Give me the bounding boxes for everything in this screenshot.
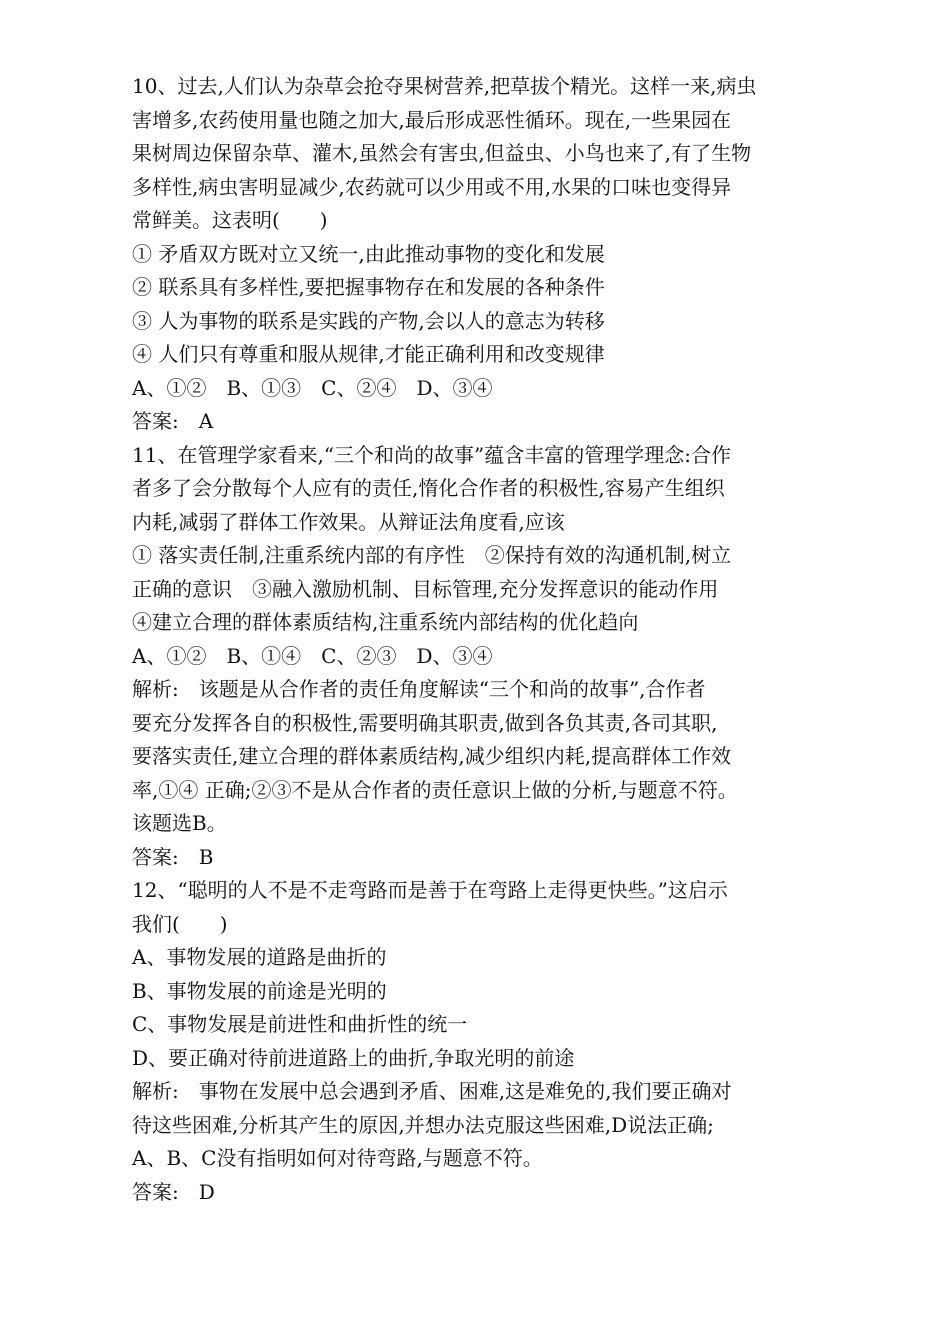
statement-line: ④ 人们只有尊重和服从规律,才能正确利用和改变规律 [132,342,605,366]
analysis-line: A、B、C没有指明如何对待弯路,与题意不符。 [132,1146,543,1170]
choice-line: A、事物发展的道路是曲折的 [132,945,387,969]
question-12 [132,874,832,1209]
analysis-line: 要充分发挥各自的积极性,需要明确其职责,做到各负其责,各司其职, [132,710,718,735]
analysis-line: 要落实责任,建立合理的群体素质结构,减少组织内耗,提高群体工作效 [132,744,732,768]
question-stem-line: 常鲜美。这表明( ) [132,208,328,232]
analysis-line: 解析: 事物在发展中总会遇到矛盾、困难,这是难免的,我们要正确对 [132,1079,732,1103]
question-stem-line: 10、过去,人们认为杂草会抢夺果树营养,把草拔个精光。这样一来,病虫 [132,74,757,98]
answer-line: 答案: B [132,844,214,869]
choice-line: C、事物发展是前进性和曲折性的统一 [132,1012,468,1036]
question-stem-line: 11、在管理学家看来,“三个和尚的故事”蕴含丰富的管理学理念:合作 [132,442,731,467]
question-stem-line: 果树周边保留杂草、灌木,虽然会有害虫,但益虫、小鸟也来了,有了生物 [132,141,752,165]
statement-line: ① 落实责任制,注重系统内部的有序性 ②保持有效的沟通机制,树立 [132,543,732,567]
question-stem-line: 12、“聪明的人不是不走弯路而是善于在弯路上走得更快些。”这启示 [132,878,728,902]
options-line: A、①② B、①③ C、②④ D、③④ [132,375,493,400]
question-10 [132,70,832,439]
analysis-line: 该题选B。 [132,811,227,835]
statement-line: 正确的意识 ③融入激励机制、目标管理,充分发挥意识的能动作用 [132,576,719,601]
analysis-line: 待这些困难,分析其产生的原因,并想办法克服这些困难,D说法正确; [132,1112,714,1137]
document-page [132,70,832,1209]
question-stem-line: 多样性,病虫害明显减少,农药就可以少用或不用,水果的口味也变得异 [132,174,732,199]
choice-line: D、要正确对待前进道路上的曲折,争取光明的前途 [132,1045,575,1070]
statement-line: ② 联系具有多样性,要把握事物存在和发展的各种条件 [132,275,605,299]
question-11 [132,439,832,875]
options-line: A、①② B、①④ C、②③ D、③④ [132,643,493,668]
statement-line: ① 矛盾双方既对立又统一,由此推动事物的变化和发展 [132,241,605,266]
choice-line: B、事物发展的前途是光明的 [132,978,387,1003]
statement-line: ③ 人为事物的联系是实践的产物,会以人的意志为转移 [132,308,605,333]
answer-line: 答案: D [132,1179,215,1204]
statement-line: ④建立合理的群体素质结构,注重系统内部结构的优化趋向 [132,610,639,634]
question-stem-line: 者多了会分散每个人应有的责任,惰化合作者的积极性,容易产生组织 [132,476,725,500]
answer-line: 答案: A [132,409,214,433]
analysis-line: 率,①④ 正确;②③不是从合作者的责任意识上做的分析,与题意不符。 [132,777,738,802]
question-stem-line: 内耗,减弱了群体工作效果。从辩证法角度看,应该 [132,509,565,534]
analysis-line: 解析: 该题是从合作者的责任角度解读“三个和尚的故事”,合作者 [132,677,706,701]
question-stem-line: 我们( ) [132,911,228,936]
question-stem-line: 害增多,农药使用量也随之加大,最后形成恶性循环。现在,一些果园在 [132,107,732,132]
